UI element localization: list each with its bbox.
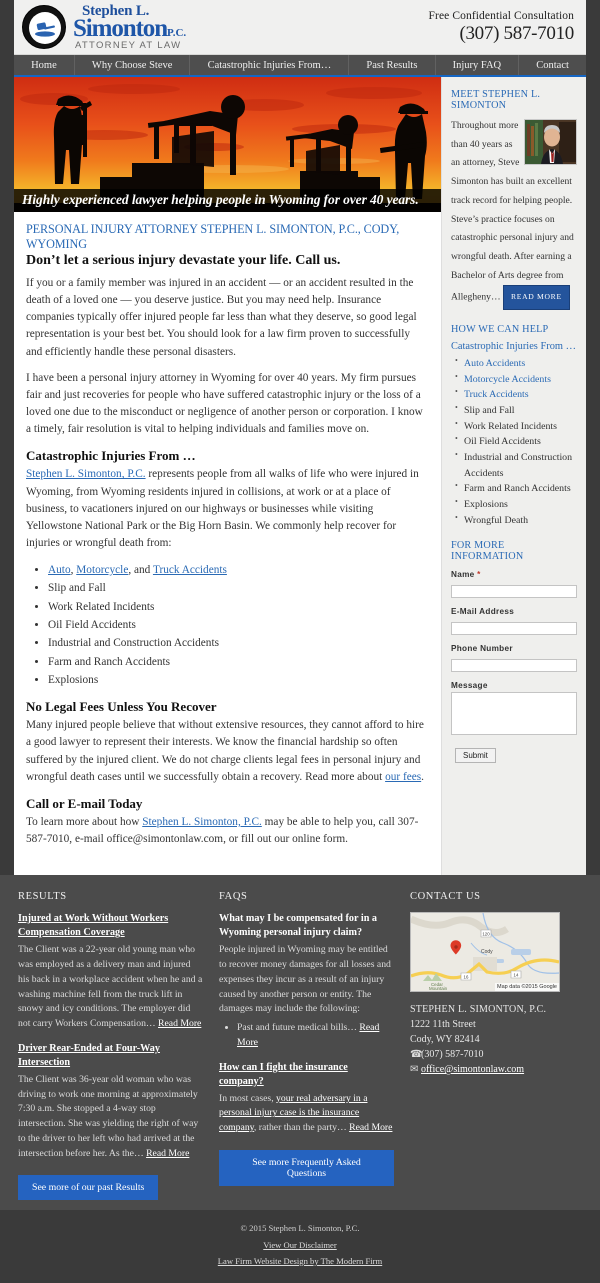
map-attribution: Map data ©2015 Google <box>496 984 557 991</box>
footer-phone-number[interactable]: (307) 587-7010 <box>421 1049 484 1061</box>
list-item: • Slip and Fall <box>48 579 429 597</box>
gavel-seal-icon <box>22 5 66 49</box>
footer-email-row <box>410 1062 580 1077</box>
faq-2-inline-link[interactable]: your real adversary in a personal injury case is the insurance company <box>219 1092 368 1134</box>
svg-text:Cedar: Cedar <box>431 982 443 988</box>
call-paragraph <box>26 814 429 848</box>
website-design-credit-link[interactable]: Law Firm Website Design by The Modern Firm <box>217 1255 383 1266</box>
list-item: • Work Related Incidents <box>48 598 429 616</box>
faq-1-answer: People injured in Wyoming may be entitled to recover money damages for all losses and expenses they incur as a result of an injury caused by another person or entity. The damages may include the following: • Past and future medical bills… Read More <box>219 943 394 1050</box>
sidebar-bio-text: Throughout more than 40 years as an attorney, Steve Simonton has built an excellent track record for helping people. Steve’s practice focuses on catastrophic personal injury and wrongful death. After earning a Bachelor of Arts degree from Allegheny… <box>451 120 574 303</box>
required-marker: * <box>477 570 481 580</box>
map-graphic <box>411 913 559 991</box>
list-item: • Explosions <box>48 671 429 689</box>
sidebar-bio <box>451 117 577 310</box>
nav-item-injury-faq[interactable]: Injury FAQ <box>436 55 520 75</box>
list-item: • Past and future medical bills… Read More <box>237 1021 394 1050</box>
portrait-graphic <box>525 120 576 164</box>
sidebar-item-slip-and-fall: • Slip and Fall <box>455 403 577 419</box>
main-column <box>14 77 441 875</box>
sidebar-heading-how-we-can-help: HOW WE CAN HELP <box>451 324 549 336</box>
faq-1-read-more-link[interactable]: Read More <box>237 1022 380 1048</box>
hero-caption: Highly experienced lawyer helping people in Wyoming for over 40 years. <box>14 189 441 212</box>
result-1-title-link[interactable]: Injured at Work Without Workers Compensation Coverage <box>18 913 169 939</box>
link-firm-name-inline[interactable]: Stephen L. Simonton, P.C. <box>26 468 146 481</box>
sidebar-item-industrial-construction: • Industrial and Construction Accidents <box>455 450 577 481</box>
see-more-results-button[interactable]: See more of our past Results <box>18 1175 158 1200</box>
page-tagline: Don’t let a serious injury devastate your life. Call us. <box>26 253 341 268</box>
footer-faqs-column <box>219 891 394 1200</box>
hero-banner <box>14 77 441 212</box>
view-disclaimer-link[interactable]: View Our Disclaimer <box>263 1239 337 1250</box>
disclaimer-row <box>0 1237 600 1253</box>
header-phone-number[interactable]: (307) 587-7010 <box>459 22 574 44</box>
heading-no-legal-fees: No Legal Fees Unless You Recover <box>26 699 217 715</box>
faq-2-read-more-link[interactable]: Read More <box>349 1122 393 1134</box>
nav-item-contact[interactable]: Contact <box>536 59 569 71</box>
sidebar-item-wrongful-death: • Wrongful Death <box>455 513 577 529</box>
site-footer <box>0 875 600 1210</box>
faq-1-bullet-list <box>237 1021 394 1050</box>
copyright-text: © 2015 Stephen L. Simonton, P.C. <box>240 1223 360 1234</box>
phone-input[interactable] <box>451 659 577 672</box>
sidebar-item-work-related-incidents: • Work Related Incidents <box>455 419 577 435</box>
free-consultation-text: Free Confidential Consultation <box>428 9 574 22</box>
page-body <box>14 77 586 875</box>
nav-item-why-choose-steve[interactable]: Why Choose Steve <box>75 55 191 75</box>
sidebar-help-list <box>455 356 577 528</box>
result-1-body: The Client was a 22-year old young man who was employed as a delivery man and injured his back in a workplace accident when he and a washing machine fell from the truck lift in snowy and icy conditions. The employer did not carry Workers Compensation… Read More <box>18 944 203 1030</box>
sidebar-item-oil-field-accidents: • Oil Field Accidents <box>455 434 577 450</box>
contact-form <box>451 570 577 763</box>
svg-text:14: 14 <box>513 972 519 978</box>
intro-paragraph-1: If you or a family member was injured in an accident — or an accident resulted in the death of a loved one — you deserve justice. But you may need help. Insurance companies typically offer injured people far less than what they deserve, so good legal representation is your best bet. You should look for a law firm proven to successfully and efficiently handle these personal disasters. <box>26 277 417 358</box>
result-1-read-more-link[interactable]: Read More <box>158 1018 202 1030</box>
message-textarea[interactable] <box>451 692 577 735</box>
footer-heading-faqs: FAQS <box>219 891 248 903</box>
footer-city-state-zip: Cody, WY 82414 <box>410 1034 480 1046</box>
footer-email-link[interactable]: office@simontonlaw.com <box>421 1064 525 1076</box>
fees-paragraph: Many injured people believe that without extensive resources, they cannot afford to hire a good lawyer to represent their interests. We know the financial hardship so often suffered by the injured client. We do not charge clients legal fees in personal injury and wrongful death cases until we successfully obtain a recovery. Read more about our fees. <box>26 719 424 783</box>
nav-item-past-results[interactable]: Past Results <box>349 55 435 75</box>
see-more-faqs-button[interactable]: See more Frequently Asked Questions <box>219 1150 394 1186</box>
footer-phone-row <box>410 1047 580 1062</box>
firm-name-line2: SimontonP.C. <box>73 14 187 42</box>
sidebar <box>441 77 586 875</box>
footer-contact-column <box>410 891 580 1200</box>
footer-firm-name: STEPHEN L. SIMONTON, P.C. <box>410 1004 547 1016</box>
message-field-label: Message <box>451 681 488 691</box>
link-motorcycle-accidents[interactable]: Motorcycle <box>76 564 129 577</box>
read-more-button[interactable]: READ MORE <box>503 285 570 310</box>
result-2-body: The Client was 36-year old woman who was driving to work one morning at approximately 7:30 a.m. She stopped a 4-way stop intersection. She was yielding the right of way to the driver to her left who had arrived at the intersection before her. As the… Read More <box>18 1073 199 1159</box>
link-our-fees[interactable]: our fees <box>385 770 422 783</box>
nav-item-home[interactable]: Home <box>14 55 75 75</box>
site-logo[interactable] <box>22 4 186 51</box>
list-item: • Auto, Motorcycle, and Truck Accidents <box>48 561 429 579</box>
result-2-read-more-link[interactable]: Read More <box>146 1147 190 1159</box>
faq-2-answer: In most cases, your real adversary in a personal injury case is the insurance company, rather than the party… Read More <box>219 1092 393 1134</box>
catastrophic-paragraph-rest: represents people from all walks of life who were injured in Wyoming, from Wyoming residents injured in collisions, at work or at a place of business, to vacationers injured on our highways or businesses while visiting Yellowstone National Park or the Big Horn Basin. We commonly help recover for injuries or wrongful death from: <box>26 468 419 550</box>
copyright-bar <box>0 1210 600 1283</box>
submit-button[interactable]: Submit <box>455 748 496 763</box>
footer-street-address: 1222 11th Street <box>410 1019 476 1031</box>
attorney-portrait-photo <box>524 119 577 165</box>
svg-text:Mountain: Mountain <box>429 986 448 992</box>
site-header <box>14 0 586 55</box>
faq-2-question-link[interactable]: How can I fight the insurance company? <box>219 1061 348 1087</box>
sidebar-item-motorcycle-accidents[interactable]: • Motorcycle Accidents <box>455 372 577 388</box>
envelope-icon: ✉ <box>410 1064 419 1076</box>
main-navigation <box>14 55 586 77</box>
email-field-label: E-Mail Address <box>451 607 515 617</box>
faq-1-question: What may I be compensated for in a Wyoming personal injury claim? <box>219 913 378 939</box>
call-paragraph-post: may be able to help you, call 307-587-7010, e-mail office@simontonlaw.com, or fill out our online form. <box>26 815 419 846</box>
list-item: • Industrial and Construction Accidents <box>48 634 429 652</box>
list-item: • Oil Field Accidents <box>48 616 429 634</box>
nav-item-catastrophic-injuries[interactable]: Catastrophic Injuries From… <box>190 55 349 75</box>
svg-text:16: 16 <box>463 974 469 980</box>
link-firm-name-call[interactable]: Stephen L. Simonton, P.C. <box>142 815 262 828</box>
svg-text:Cody: Cody <box>481 949 493 956</box>
phone-field-label: Phone Number <box>451 644 513 654</box>
call-paragraph-pre: To learn more about how <box>26 815 143 828</box>
phone-icon: ☎ <box>410 1049 423 1061</box>
heading-call-or-email: Call or E-mail Today <box>26 795 143 811</box>
footer-heading-contact-us: CONTACT US <box>410 891 481 903</box>
firm-subtitle: ATTORNEY AT LAW <box>75 39 182 51</box>
firm-name-line1: Stephen L. <box>82 2 150 19</box>
page-title: PERSONAL INJURY ATTORNEY STEPHEN L. SIMONTON, P.C., CODY, WYOMING <box>26 222 400 251</box>
sidebar-heading-for-more-information: FOR MORE INFORMATION <box>451 540 524 563</box>
svg-text:120: 120 <box>482 931 490 937</box>
injury-types-list <box>48 561 429 689</box>
firm-suffix: P.C. <box>167 26 187 39</box>
sidebar-heading-meet-attorney: MEET STEPHEN L. SIMONTON <box>451 89 541 111</box>
footer-results-column <box>18 891 203 1200</box>
main-content <box>14 212 441 875</box>
email-input[interactable] <box>451 622 577 635</box>
link-auto-accidents[interactable]: Auto <box>48 564 71 577</box>
heading-catastrophic-injuries: Catastrophic Injuries From … <box>26 448 196 464</box>
catastrophic-paragraph <box>26 466 429 552</box>
list-item: • Farm and Ranch Accidents <box>48 653 429 671</box>
google-map-cody-wyoming[interactable] <box>410 912 560 992</box>
link-truck-accidents[interactable]: Truck Accidents <box>152 564 227 577</box>
sidebar-item-farm-ranch-accidents: • Farm and Ranch Accidents <box>455 481 577 497</box>
name-input[interactable] <box>451 585 577 598</box>
name-field-label: Name * <box>451 570 481 580</box>
sidebar-item-explosions: • Explosions <box>455 497 577 513</box>
fees-paragraph-text: Many injured people believe that without extensive resources, they cannot afford to hire a good lawyer to represent their interests. We know the financial hardship so often suffered by the injured client. We do not charge clients legal fees in personal injury and wrongful death cases until we successfully obtain a recovery. Read more about <box>26 719 424 783</box>
gavel-glyph <box>33 18 57 38</box>
sidebar-item-truck-accidents[interactable]: • Truck Accidents <box>455 387 577 403</box>
intro-paragraph-2: I have been a personal injury attorney in Wyoming for over 40 years. My firm pursues fair and just recoveries for people who have suffered catastrophic injury or the loss of a loved one due to the misconduct or negligence of another person or corporation. I know a timely, fair resolution is vital to helping individuals and families move on. <box>26 371 423 436</box>
header-contact <box>429 10 574 45</box>
sidebar-item-auto-accidents[interactable]: • Auto Accidents <box>455 356 577 372</box>
sidebar-help-intro[interactable]: Catastrophic Injuries From … <box>451 341 576 353</box>
footer-heading-results: RESULTS <box>18 891 67 903</box>
credit-row <box>0 1253 600 1269</box>
result-2-title-link[interactable]: Driver Rear-Ended at Four-Way Intersection <box>18 1042 160 1068</box>
